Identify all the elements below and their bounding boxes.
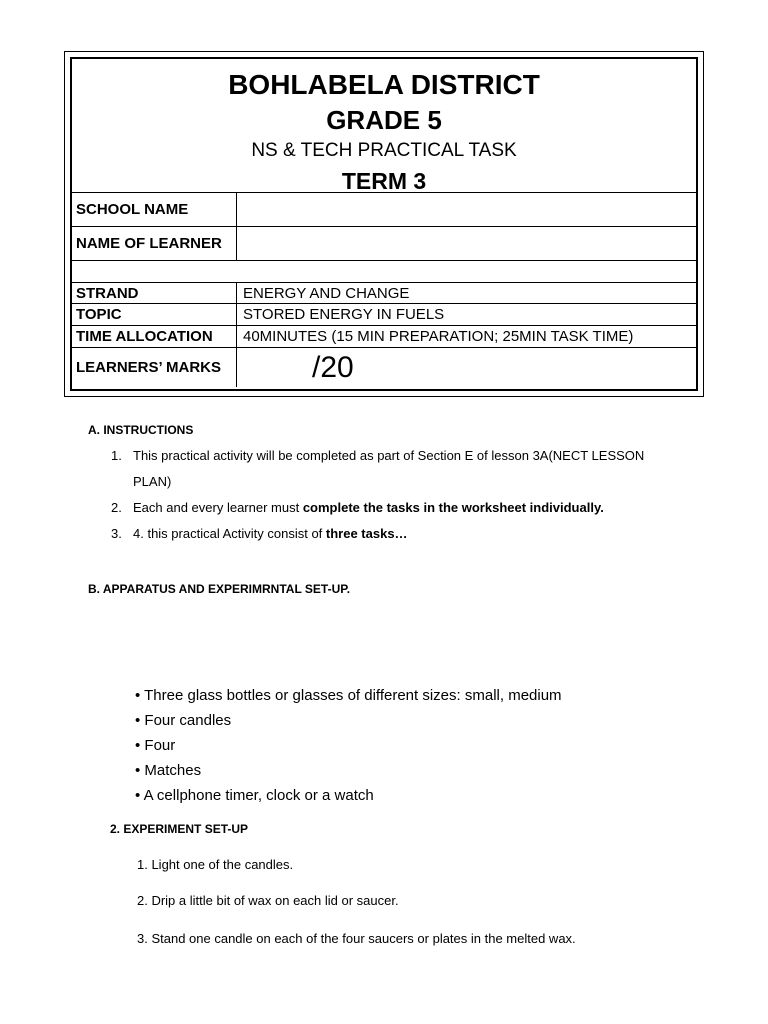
learner-name-label: NAME OF LEARNER [72,227,237,260]
apparatus-item: • Four candles [135,712,232,729]
apparatus-item: • Four [135,737,176,754]
spacer-row [72,261,696,283]
section-a-heading: A. INSTRUCTIONS [88,423,194,437]
instruction-item-3 [111,521,644,547]
instruction-bold-3: three tasks… [325,526,408,541]
strand-row [72,283,696,304]
topic-row [72,304,696,326]
learner-name-field[interactable] [237,227,696,260]
header-box [64,51,704,397]
marks-row [72,348,696,387]
strand-label: STRAND [72,283,237,303]
time-row [72,326,696,348]
instruction-text-3: 4. this practical Activity consist of [133,526,326,541]
setup-step-1: 1. Light one of the candles. [137,857,294,872]
apparatus-item: • Three glass bottles or glasses of different sizes: small, medium [135,687,562,704]
apparatus-item: • A cellphone timer, clock or a watch [135,787,374,804]
apparatus-list [135,683,562,808]
time-label: TIME ALLOCATION [72,326,237,347]
instruction-list [111,443,644,547]
learner-name-row [72,227,696,261]
apparatus-item: • Matches [135,762,202,779]
instruction-bold-2: complete the tasks in the worksheet individually. [302,500,604,515]
marks-label: LEARNERS’ MARKS [72,348,237,387]
district-title: BOHLABELA DISTRICT [228,69,540,100]
instruction-item-1 [111,443,644,469]
subject-title: NS & TECH PRACTICAL TASK [251,140,517,161]
instruction-num-1: 1. [111,448,122,463]
school-name-label: SCHOOL NAME [72,193,237,226]
school-name-field[interactable] [237,193,696,226]
setup-step-2: 2. Drip a little bit of wax on each lid or saucer. [137,893,399,908]
title-area [72,59,696,193]
marks-value: /20 [312,350,354,384]
instruction-num-2: 2. [111,500,122,515]
instruction-num-3: 3. [111,526,122,541]
school-name-row [72,193,696,227]
grade-title: GRADE 5 [326,105,442,135]
section-b-heading: B. APPARATUS AND EXPERIMRNTAL SET-UP. [88,582,351,596]
instruction-text-1a: This practical activity will be completed as part of Section E of lesson 3A(NECT LESSON [133,448,645,463]
topic-label: TOPIC [72,304,237,325]
header-inner [70,57,698,391]
time-value: 40MINUTES (15 MIN PREPARATION; 25MIN TASK TIME) [243,328,634,345]
instruction-text-2: Each and every learner must [133,500,303,515]
topic-value: STORED ENERGY IN FUELS [243,306,445,323]
instruction-item-2 [111,495,644,521]
setup-heading: 2. EXPERIMENT SET-UP [110,822,249,836]
strand-value: ENERGY AND CHANGE [243,284,410,302]
instruction-text-1b: PLAN) [133,474,172,489]
setup-step-3: 3. Stand one candle on each of the four saucers or plates in the melted wax. [137,931,576,946]
term-title: TERM 3 [341,168,427,194]
